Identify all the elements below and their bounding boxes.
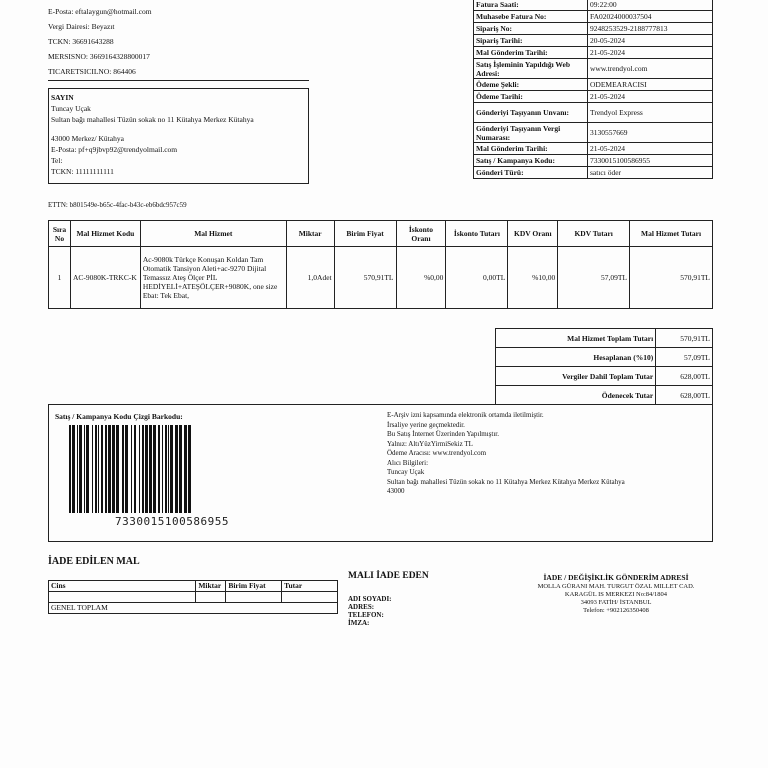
return-address-phone: Telefon: +902126350408 — [583, 607, 649, 614]
table-row — [49, 247, 713, 309]
barcode-bar — [184, 425, 187, 513]
barcode-number: 7330015100586955 — [115, 515, 229, 528]
return-address-line2: KARAGÜL IS MERKEZI No:84/1804 — [564, 591, 668, 598]
note-line: Alıcı Bilgileri: — [387, 458, 429, 467]
item-birim: 570,91TL — [334, 247, 396, 309]
meta-label: Satış / Kampanya Kodu: — [474, 155, 588, 167]
barcode-bar — [72, 425, 75, 513]
item-isk-oran: %0,00 — [396, 247, 446, 309]
return-address-block — [518, 572, 714, 615]
barcode-bar — [69, 425, 71, 513]
returns-title: İADE EDİLEN MAL — [48, 556, 140, 567]
ret-col-cins: Cins — [49, 581, 196, 592]
meta-label: Mal Gönderim Tarihi: — [474, 143, 588, 155]
totals-label: Hesaplanan (%10) — [496, 348, 656, 367]
barcode-bar — [153, 425, 156, 513]
item-kod: AC-9080K-TRKC-K — [70, 247, 140, 309]
meta-label: Sipariş Tarihi: — [474, 35, 588, 47]
returns-table — [48, 580, 338, 614]
meta-label: Fatura Saati: — [474, 0, 588, 11]
meta-label: Gönderiyi Taşıyanın Vergi Numarası: — [474, 123, 588, 143]
meta-value: satıcı öder — [588, 167, 713, 179]
totals-value: 628,00TL — [656, 386, 713, 405]
meta-row — [474, 47, 713, 59]
item-kdv-tutar: 57,09TL — [558, 247, 630, 309]
notes-block — [387, 411, 707, 497]
barcode-bar — [145, 425, 148, 513]
meta-row — [474, 59, 713, 79]
note-line: İrsaliye yerine geçmektedir. — [387, 420, 465, 429]
totals-label: Mal Hizmet Toplam Tutarı — [496, 329, 656, 348]
meta-row — [474, 143, 713, 155]
meta-row — [474, 23, 713, 35]
col-kod: Mal Hizmet Kodu — [70, 221, 140, 247]
meta-label: Satış İşleminin Yapıldığı Web Adresi: — [474, 59, 588, 79]
barcode-bar — [168, 425, 169, 513]
returner-name-label: ADI SOYADI: — [348, 595, 392, 603]
item-isk-tutar: 0,00TL — [446, 247, 508, 309]
barcode-image — [65, 425, 321, 515]
barcode-bar — [165, 425, 167, 513]
totals-row — [496, 386, 713, 405]
col-isk-oran: İskonto Oranı — [396, 221, 446, 247]
barcode-bar — [162, 425, 163, 513]
barcode-bar — [122, 425, 124, 513]
barcode-bar — [170, 425, 173, 513]
note-line: Ödeme Aracısı: www.trendyol.com — [387, 449, 487, 457]
barcode-bar — [92, 425, 93, 513]
note-line: Bu Satış İnternet Üzerinden Yapılmıştır. — [387, 430, 499, 438]
meta-label: Sipariş No: — [474, 23, 588, 35]
totals-label: Ödenecek Tutar — [496, 386, 656, 405]
col-birim: Birim Fiyat — [334, 221, 396, 247]
buyer-title: SAYIN — [51, 93, 74, 102]
col-miktar: Miktar — [286, 221, 334, 247]
meta-row — [474, 35, 713, 47]
seller-info — [48, 6, 308, 77]
returner-address-label: ADRES: — [348, 603, 375, 611]
meta-label: Mal Gönderim Tarihi: — [474, 47, 588, 59]
meta-value: FA02024000037504 — [588, 11, 713, 23]
note-line: Sultan bağı mahallesi Tüzün sokak no 11 Kütahya Merkez Kütahya Merkez Kütahya — [387, 477, 625, 486]
totals-value: 628,00TL — [656, 367, 713, 386]
totals-value: 570,91TL — [656, 329, 713, 348]
barcode-bar — [131, 425, 132, 513]
meta-value: 20-05-2024 — [588, 35, 713, 47]
barcode-bar — [95, 425, 97, 513]
returner-phone-label: TELEFON: — [348, 611, 384, 619]
col-toplam: Mal Hizmet Tutarı — [630, 221, 713, 247]
totals-label: Vergiler Dahil Toplam Tutar — [496, 367, 656, 386]
barcode-bar — [101, 425, 103, 513]
returns-header-row — [49, 581, 338, 592]
items-header-row — [49, 221, 713, 247]
barcode-bar — [79, 425, 82, 513]
barcode-bar — [105, 425, 107, 513]
ret-col-miktar: Miktar — [196, 581, 226, 592]
buyer-email: E-Posta: pf+q9jbvp92@trendyolmail.com — [51, 145, 178, 154]
note-line: 43000 — [387, 487, 405, 495]
barcode-bar — [116, 425, 119, 513]
meta-value: ODEMEARACISI — [588, 79, 713, 91]
meta-row — [474, 0, 713, 11]
seller-tckn: TCKN: 36691643288 — [48, 37, 114, 46]
ret-col-birim: Birim Fiyat — [226, 581, 282, 592]
seller-email: E-Posta: eftalaygun@hotmail.com — [48, 7, 152, 16]
buyer-box — [48, 88, 309, 184]
meta-row — [474, 167, 713, 179]
barcode-bar — [179, 425, 182, 513]
item-hizmet: Ac-9080k Türkçe Konuşan Koldan Tam Otomatik Tansiyon Aleti+ac-9270 Dijital Temassız Ateş Ölçer PİL HEDİYELİ+ATEŞÖLÇER+9080K, one size Ebat: Tek Ebat, — [140, 247, 286, 309]
meta-value: www.trendyol.com — [588, 59, 713, 79]
table-row — [49, 592, 338, 603]
seller-ticaret: TICARETSICILNO: 864406 — [48, 67, 136, 76]
col-kdv-oran: KDV Oranı — [508, 221, 558, 247]
buyer-tckn: TCKN: 11111111111 — [51, 167, 114, 176]
meta-row — [474, 79, 713, 91]
col-sira: Sıra No — [49, 221, 71, 247]
ettn: ETTN: b801549e-b65c-4fac-b43c-eb6bdc957c59 — [48, 201, 187, 209]
meta-row — [474, 103, 713, 123]
meta-label: Gönderi Türü: — [474, 167, 588, 179]
totals-value: 57,09TL — [656, 348, 713, 367]
totals-row — [496, 329, 713, 348]
invoice-meta-table — [473, 0, 713, 179]
meta-value: 21-05-2024 — [588, 143, 713, 155]
totals-table — [495, 328, 713, 405]
returner-signature-label: İMZA: — [348, 619, 370, 627]
meta-value: 9248253529-2188777813 — [588, 23, 713, 35]
seller-tax-office: Vergi Dairesi: Beyazıt — [48, 22, 115, 31]
meta-row — [474, 11, 713, 23]
meta-value: 7330015100586955 — [588, 155, 713, 167]
barcode-bar — [149, 425, 152, 513]
meta-value: 09:22:00 — [588, 0, 713, 11]
return-address-line1: MOLLA GÜRANI MAH. TURGUT ÖZAL MILLET CAD. — [537, 583, 695, 590]
item-kdv-oran: %10,00 — [508, 247, 558, 309]
buyer-name: Tuncay Uçak — [51, 104, 91, 113]
buyer-tel: Tel: — [51, 156, 63, 165]
totals-row — [496, 348, 713, 367]
table-row — [49, 603, 338, 614]
meta-value: 3130557669 — [588, 123, 713, 143]
barcode-bar — [86, 425, 89, 513]
meta-value: 21-05-2024 — [588, 47, 713, 59]
barcode-bar — [125, 425, 128, 513]
meta-row — [474, 91, 713, 103]
barcode-box — [48, 404, 713, 542]
items-table — [48, 220, 713, 309]
meta-label: Ödeme Şekli: — [474, 79, 588, 91]
barcode-bar — [142, 425, 144, 513]
barcode-bar — [139, 425, 140, 513]
barcode-bar — [108, 425, 111, 513]
barcode-bar — [175, 425, 178, 513]
col-kdv-tutar: KDV Tutarı — [558, 221, 630, 247]
barcode-bar — [188, 425, 191, 513]
returner-block — [348, 571, 498, 627]
seller-mersis: MERSISNO: 3669164328800017 — [48, 52, 150, 61]
item-toplam: 570,91TL — [630, 247, 713, 309]
barcode-bar — [98, 425, 99, 513]
barcode-bar — [134, 425, 136, 513]
col-isk-tutar: İskonto Tutarı — [446, 221, 508, 247]
item-sira: 1 — [49, 247, 71, 309]
note-line: E-Arşiv izni kapsamında elektronik ortamda iletilmiştir. — [387, 411, 544, 419]
note-line: Yalnız: AltıYüzYirmiSekiz TL — [387, 439, 473, 448]
meta-value: Trendyol Express — [588, 103, 713, 123]
barcode-bar — [112, 425, 115, 513]
note-line: Tuncay Uçak — [387, 468, 425, 476]
return-address-title: İADE / DEĞİŞİKLİK GÖNDERİM ADRESİ — [543, 573, 689, 582]
totals-row — [496, 367, 713, 386]
meta-value: 21-05-2024 — [588, 91, 713, 103]
return-address-line3: 34093 FATİH/ İSTANBUL — [580, 599, 652, 606]
meta-label: Muhasebe Fatura No: — [474, 11, 588, 23]
barcode-bar — [84, 425, 85, 513]
barcode-title: Satış / Kampanya Kodu Çizgi Barkodu: — [55, 412, 183, 421]
buyer-city: 43000 Merkez/ Kütahya — [51, 134, 124, 143]
meta-row — [474, 155, 713, 167]
returns-total: GENEL TOPLAM — [49, 603, 338, 614]
seller-divider — [48, 80, 309, 81]
barcode-bar — [77, 425, 78, 513]
col-hizmet: Mal Hizmet — [140, 221, 286, 247]
returner-title: MALI İADE EDEN — [348, 571, 429, 581]
meta-label: Gönderiyi Taşıyanın Unvanı: — [474, 103, 588, 123]
barcode-bar — [158, 425, 160, 513]
meta-label: Ödeme Tarihi: — [474, 91, 588, 103]
item-miktar: 1,0Adet — [286, 247, 334, 309]
buyer-address: Sultan bağı mahallesi Tüzün sokak no 11 Kütahya Merkez Kütahya — [51, 115, 254, 124]
ret-col-tutar: Tutar — [282, 581, 338, 592]
meta-row — [474, 123, 713, 143]
